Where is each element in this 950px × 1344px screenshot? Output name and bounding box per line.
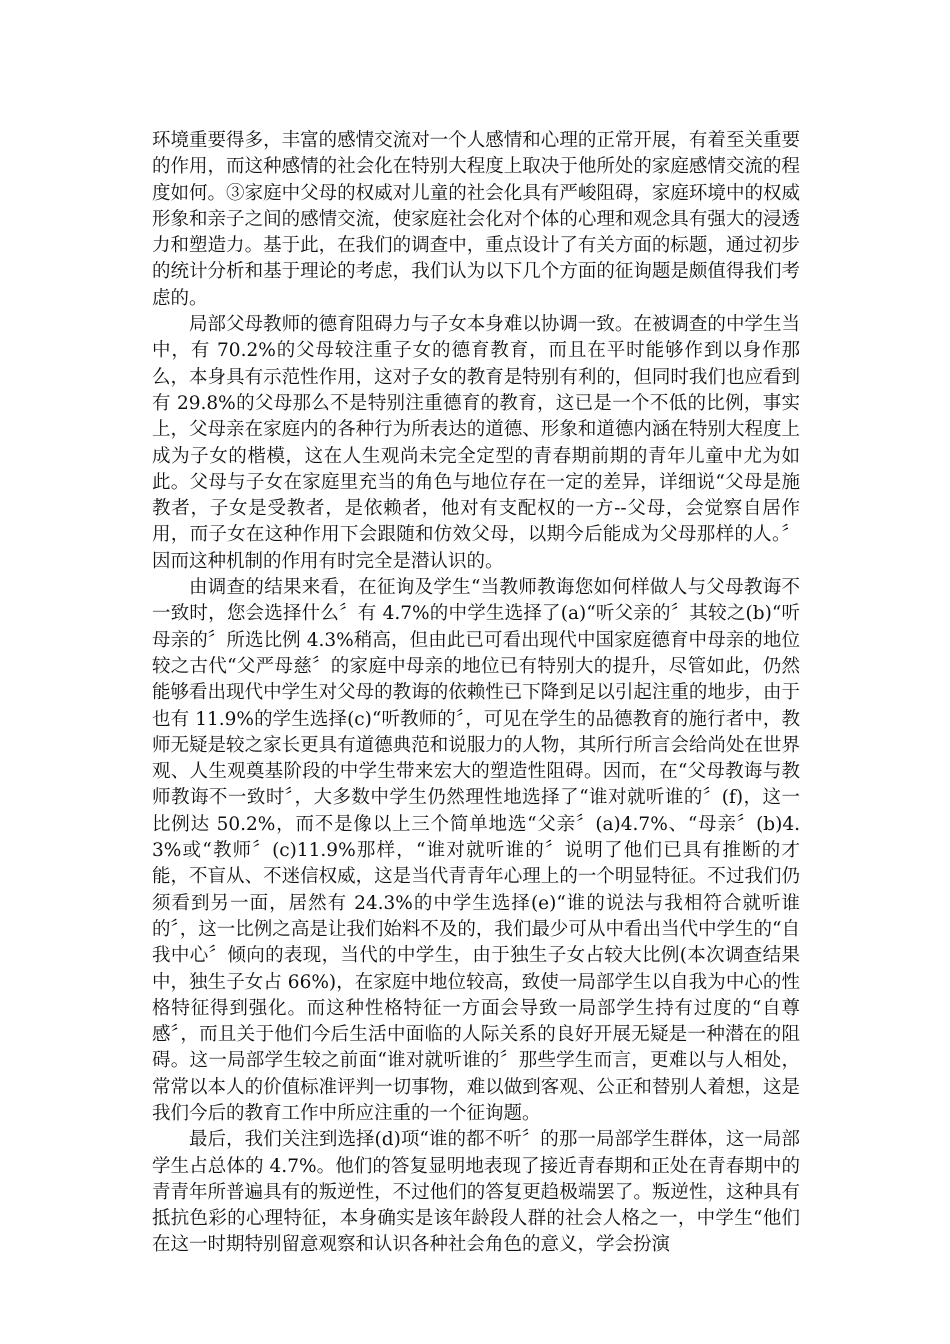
paragraph-1: 环境重要得多，丰富的感情交流对一个人感情和心理的正常开展，有着至关重要的作用，而这种感情的社会化在特别大程度上取决于他所处的家庭感情交流的程度如何。③家庭中父母的权威对儿童的社会化具有严峻阻碍，家庭环境中的权威形象和亲子之间的感情交流，使家庭社会化对个体的心理和观念具有强大的浸透力和塑造力。基于此，在我们的调查中，重点设计了有关方面的标题，通过初步的统计分析和基于理论的考虑，我们认为以下几个方面的征询题是颇值得我们考虑的。: [152, 130, 800, 309]
paragraph-3: 由调查的结果来看，在征询及学生“当教师教诲您如何样做人与父母教诲不一致时，您会选择什么〞有 4.7%的中学生选择了(a)“听父亲的〞其较之(b)“听母亲的〞所选比例 4.3%稍高，但由此已可看出现代中国家庭德育中母亲的地位较之古代“父严母慈〞的家庭中母亲的地位已有特别大的提升，尽管如此，仍然能够看出现代中学生对父母的教诲的依赖性已下降到足以引起注重的地步，由于也有 11.9%的学生选择(c)“听教师的〞，可见在学生的品德教育的施行者中，教师无疑是较之家长更具有道德典范和说服力的人物，其所行所言会给尚处在世界观、人生观奠基阶段的中学生带来宏大的塑造性阻碍。因而，在“父母教诲与教师教诲不一致时〞，大多数中学生仍然理性地选择了“谁对就听谁的〞(f)，这一比例达 50.2%，而不是像以上三个简单地选“父亲〞(a)4.7%、“母亲〞(b)4.3%或“教师〞(c)11.9%那样，“谁对就听谁的〞说明了他们已具有推断的才能，不盲从、不迷信权威，这是当代青青年心理上的一个明显特征。不过我们仍须看到另一面，居然有 24.3%的中学生选择(e)“谁的说法与我相符合就听谁的〞，这一比例之高是让我们始料不及的，我们最少可从中看出当代中学生的“自我中心〞倾向的表现，当代的中学生，由于独生子女占较大比例(本次调查结果中，独生子女占 66%)，在家庭中地位较高，致使一局部学生以自我为中心的性格特征得到强化。而这种性格特征一方面会导致一局部学生持有过度的“自尊感〞，而且关于他们今后生活中面临的人际关系的良好开展无疑是一种潜在的阻碍。这一局部学生较之前面“谁对就听谁的〞那些学生而言，更难以与人相处，常常以本人的价值标准评判一切事物，难以做到客观、公正和替别人着想，这是我们今后的教育工作中所应注重的一个征询题。: [152, 577, 800, 1124]
document-page: [152, 128, 800, 1259]
paragraph-2: 局部父母教师的德育阻碍力与子女本身难以协调一致。在被调查的中学生当中，有 70.2%的父母较注重子女的德育教育，而且在平时能够作到以身作那么，本身具有示范性作用，这对子女的教育是特别有利的，但同时我们也应看到有 29.8%的父母那么不是特别注重德育的教育，这已是一个不低的比例，事实上，父母亲在家庭内的各种行为所表达的道德、形象和道德内涵在特别大程度上成为子女的楷模，这在人生观尚未完全定型的青春期前期的青年儿童中尤为如此。父母与子女在家庭里充当的角色与地位存在一定的差异，详细说“父母是施教者，子女是受教者，是依赖者，他对有支配权的一方--父母，会觉察自居作用，而子女在这种作用下会跟随和仿效父母，以期今后能成为父母那样的人。〞因而这种机制的作用有时完全是潜认识的。: [152, 314, 800, 572]
paragraph-4: 最后，我们关注到选择(d)项“谁的都不听〞的那一局部学生群体，这一局部学生占总体的 4.7%。他们的答复显明地表现了接近青春期和正处在青春期中的青青年所普遍具有的叛逆性，不过他们的答复更趋极端罢了。叛逆性，这种具有抵抗色彩的心理特征，本身确实是该年龄段人群的社会人格之一，中学生“他们在这一时期特别留意观察和认识各种社会角色的意义，学会扮演: [152, 1129, 800, 1256]
